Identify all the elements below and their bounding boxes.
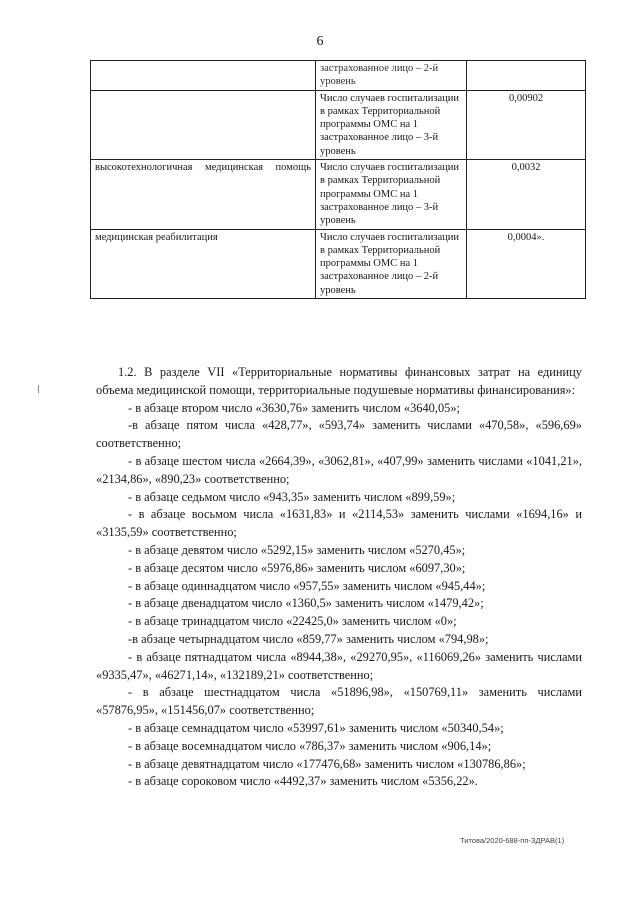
amendment-item: - в абзаце восемнадцатом число «786,37» заменить числом «906,14»; [128,738,492,753]
amendment-item: - в абзаце девятом число «5292,15» заменить числом «5270,45»; [128,542,466,557]
page-number: 6 [316,34,324,49]
amendment-item: - в абзаце сороковом число «4492,37» заменить числом «5356,22». [128,774,478,789]
table-cell-indicator: Число случаев госпитализации в рамках Территориальной программы ОМС на 1 застрахованное лицо – 3-й уровень [316,90,467,159]
amendment-item: - в абзаце семнадцатом число «53997,61» заменить числом «50340,54»; [128,720,504,735]
amendment-item: - в абзаце шестом числа «2664,39», «3062,81», «407,99» заменить числами «1041,21», «2134,86», «890,23» соответственно; [96,453,582,486]
amendment-item: - в абзаце тринадцатом число «22425,0» заменить числом «0»; [128,614,457,629]
table-row [91,90,586,159]
amendment-item: - в абзаце пятнадцатом числа «8944,38», «29270,95», «116069,26» заменить числами «9335,47», «46271,14», «132189,21» соответственно; [96,649,582,682]
table-cell-indicator: застрахованное лицо – 2-й уровень [316,61,467,91]
document-footer: Титова/2020-688-пп-ЗДРАВ(1) [460,836,565,845]
norms-table [90,60,586,299]
amendment-item: - в абзаце шестнадцатом числа «51896,98», «150769,11» заменить числами «57876,95», «151456,07» соответственно; [96,685,582,718]
table-row [91,160,586,229]
table-cell-value: 0,00902 [467,90,586,159]
amendment-item: -в абзаце четырнадцатом число «859,77» заменить числом «794,98»; [128,631,489,646]
section-intro: 1.2. В разделе VII «Территориальные нормативы финансовых затрат на единицу объема медицинской помощи, территориальные подушевые нормативы финансирования»: [96,365,582,397]
margin-mark [38,385,39,393]
amendments-section [96,364,582,791]
table-cell-indicator: Число случаев госпитализации в рамках Территориальной программы ОМС на 1 застрахованное лицо – 3-й уровень [316,160,467,229]
table-cell-value [467,61,586,91]
table-cell-kind [91,90,316,159]
amendment-item: - в абзаце одиннадцатом число «957,55» заменить числом «945,44»; [128,578,486,593]
amendment-item: - в абзаце седьмом число «943,35» заменить числом «899,59»; [128,489,456,504]
amendment-item: - в абзаце восьмом числа «1631,83» и «2114,53» заменить числами «1694,16» и «3135,59» соответственно; [96,507,582,540]
table-cell-value: 0,0004». [467,229,586,298]
amendment-item: - в абзаце двенадцатом число «1360,5» заменить числом «1479,42»; [128,596,484,611]
table-cell-value: 0,0032 [467,160,586,229]
table-cell-kind: высокотехнологичная медицинская помощь [91,160,316,229]
table-cell-kind: медицинская реабилитация [91,229,316,298]
table-row [91,61,586,91]
amendment-item: -в абзаце пятом числа «428,77», «593,74» заменить числами «470,58», «596,69» соответственно; [96,418,582,451]
amendment-item: - в абзаце десятом число «5976,86» заменить числом «6097,30»; [128,560,466,575]
table-row [91,229,586,298]
table-cell-indicator: Число случаев госпитализации в рамках Территориальной программы ОМС на 1 застрахованное лицо – 2-й уровень [316,229,467,298]
amendment-item: - в абзаце девятнадцатом число «177476,68» заменить числом «130786,86»; [128,756,526,771]
amendment-item: - в абзаце втором число «3630,76» заменить числом «3640,05»; [128,400,460,415]
table-cell-kind [91,61,316,91]
